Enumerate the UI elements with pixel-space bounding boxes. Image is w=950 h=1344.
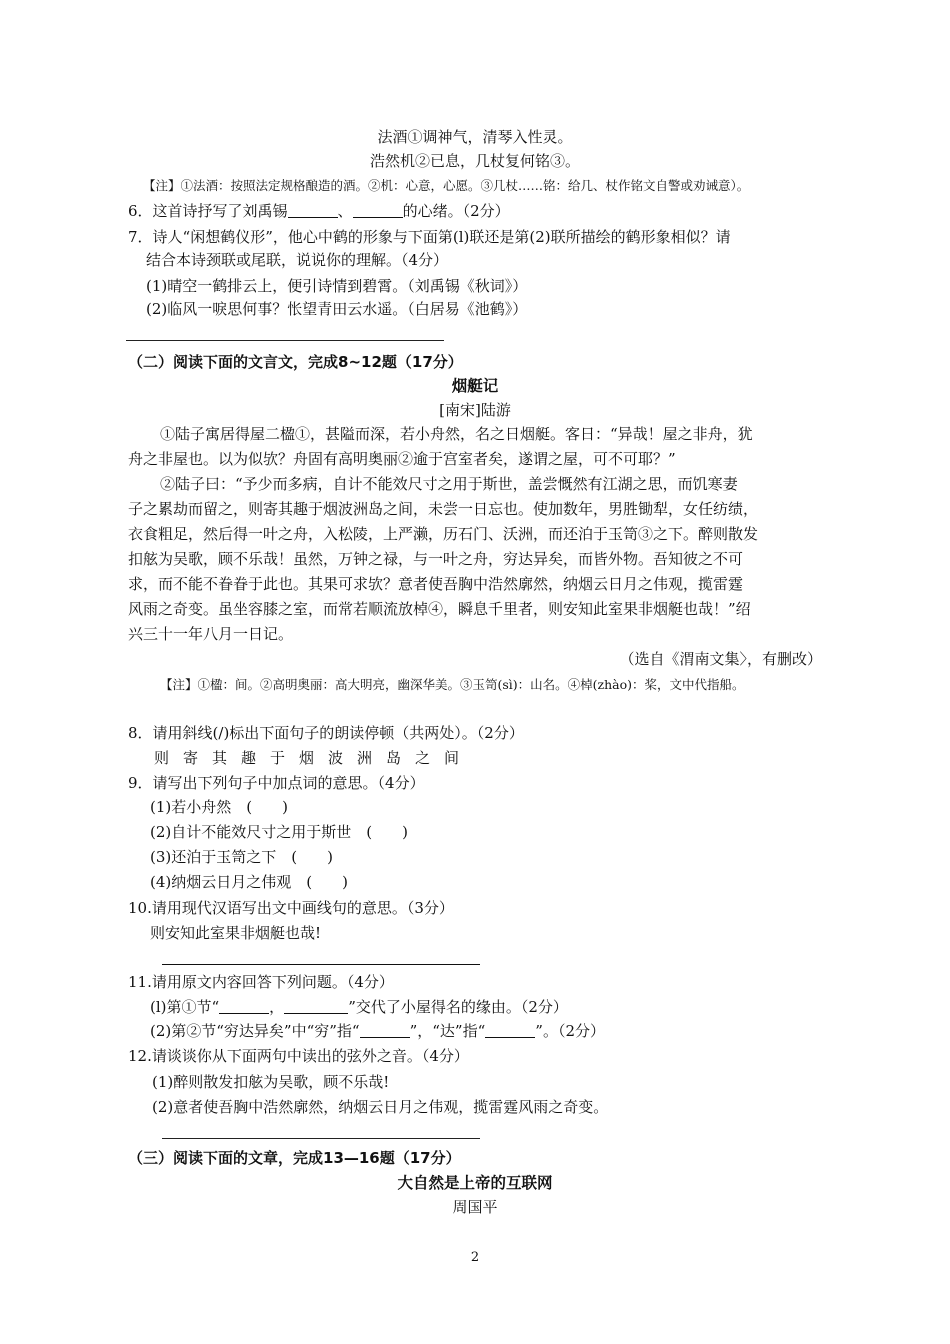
- question-10-answer-line[interactable]: [162, 964, 480, 965]
- q6-suffix: 的心绪。（2分）: [402, 202, 510, 220]
- paragraph-2-line-4: 扣舷为吴歌，顾不乐哉！虽然，万钟之禄，与一叶之舟，穷达异矣，而皆外物。吾知彼之不可: [128, 550, 744, 568]
- question-9-item-3: (3)还泊于玉笥之下 ( ): [150, 848, 333, 866]
- paragraph-2-line-7: 兴三十一年八月一日记。: [128, 625, 294, 643]
- question-12: 12.请谈谈你从下面两句中读出的弦外之音。（4分）: [128, 1047, 469, 1065]
- section-divider-2: [162, 1138, 480, 1139]
- q11-sub1-prefix: (l)第①节“: [150, 998, 220, 1016]
- paragraph-2-line-1: ②陆子曰：“予少而多病，自计不能效尺寸之用于斯世，盖尝慨然有江湖之思，而饥寒妻: [160, 475, 738, 493]
- question-12-sentence-2: (2)意者使吾胸中浩然廓然，纳烟云日月之伟观，揽雷霆风雨之奇变。: [152, 1098, 609, 1116]
- page-number: 2: [470, 1250, 480, 1265]
- article-source: （选自《渭南文集〉，有删改）: [619, 650, 822, 668]
- q6-sep: 、: [337, 202, 353, 220]
- q6-prefix: 6．这首诗抒写了刘禹锡: [128, 202, 288, 220]
- question-12-sentence-1: (1)醉则散发扣舷为吴歌，顾不乐哉!: [152, 1073, 390, 1091]
- paragraph-1-line-2: 舟之非屋也。以为似欤？舟固有高明奥丽②逾于宫室者矣，遂谓之屋，可不可耶？”: [128, 450, 676, 468]
- q11-blank-3[interactable]: [360, 1023, 410, 1038]
- paragraph-2-line-6: 风雨之奇变。虽坐容膝之室，而常若顺流放棹④，瞬息千里者，则安知此室果非烟艇也哉！”绍: [128, 600, 751, 618]
- article-note: 【注】①楹：间。②高明奥丽：高大明亮，幽深华美。③玉笥(sì)：山名。④棹(zhào)：桨，文中代指船。: [160, 677, 745, 692]
- question-11-sub-2: [150, 1021, 605, 1041]
- question-7-line-2: 结合本诗颈联或尾联，说说你的理解。（4分）: [146, 251, 449, 269]
- article-author: [南宋]陆游: [439, 401, 511, 419]
- question-10: 10.请用现代汉语写出文中画线句的意思。（3分）: [128, 899, 454, 917]
- question-7-line-1: 7．诗人“闲想鹤仪形”，他心中鹤的形象与下面第(l)联还是第(2)联所描绘的鹤形象相似？请: [128, 228, 731, 246]
- question-8-sentence: 则寄其趣于烟波洲岛之间: [154, 749, 474, 767]
- section-2-heading: （二）阅读下面的文言文，完成8~12题（17分）: [128, 353, 463, 371]
- question-9: 9．请写出下列句子中加点词的意思。（4分）: [128, 774, 425, 792]
- article-title: 烟艇记: [451, 377, 499, 395]
- paragraph-2-line-3: 衣食粗足，然后得一叶之舟，入松陵，上严濑，历石门、沃洲，而还泊于玉笥③之下。醉则散发: [128, 525, 759, 543]
- question-9-item-4: (4)纳烟云日月之伟观 ( ): [150, 873, 348, 891]
- question-11: 11.请用原文内容回答下列问题。（4分）: [128, 973, 394, 991]
- question-10-sentence: 则安知此室果非烟艇也哉!: [150, 924, 322, 942]
- q11-sub2-prefix: (2)第②节“穷达异矣”中“穷”指“: [150, 1022, 360, 1040]
- section-divider-1: [126, 340, 444, 341]
- q11-blank-2[interactable]: [284, 999, 348, 1014]
- question-7-option-2: (2)临风一唳思何事？怅望青田云水遥。（白居易《池鹤》）: [146, 300, 528, 318]
- paragraph-2-line-5: 求，而不能不眷眷于此也。其果可求欤？意者使吾胸中浩然廓然，纳烟云日月之伟观，揽雷霆: [128, 575, 744, 593]
- q6-blank-1[interactable]: [288, 203, 338, 218]
- q11-blank-4[interactable]: [485, 1023, 535, 1038]
- section-3-heading: （三）阅读下面的文章，完成13—16题（17分）: [128, 1149, 461, 1167]
- section-3-author: 周国平: [452, 1198, 498, 1216]
- paragraph-2-line-2: 子之累劫而留之，则寄其趣于烟波洲岛之间，未尝一日忘也。使加数年，男胜锄犁，女任纺绩，: [128, 500, 759, 518]
- section-3-title: 大自然是上帝的互联网: [397, 1174, 553, 1192]
- q11-blank-1[interactable]: [219, 999, 269, 1014]
- poem-line-2: 浩然机②已息，几杖复何铭③。: [369, 152, 580, 170]
- question-7-option-1: (1)晴空一鹤排云上，便引诗情到碧霄。（刘禹锡《秋词》）: [146, 277, 528, 295]
- q11-sub1-mid: ，: [269, 998, 285, 1016]
- question-9-item-2: (2)自计不能效尺寸之用于斯世 ( ): [150, 823, 408, 841]
- q11-sub1-suffix: ”交代了小屋得名的缘由。（2分）: [348, 998, 568, 1016]
- question-8: 8．请用斜线(/)标出下面句子的朗读停顿（共两处）。（2分）: [128, 724, 524, 742]
- question-11-sub-1: [150, 997, 568, 1017]
- question-6: [128, 201, 510, 221]
- question-9-item-1: (1)若小舟然 ( ): [150, 798, 288, 816]
- paragraph-1-line-1: ①陆子寓居得屋二楹①，甚隘而深，若小舟然，名之日烟艇。客日：“异哉！屋之非舟，犹: [160, 425, 753, 443]
- q11-sub2-suffix: ”。（2分）: [535, 1022, 605, 1040]
- q11-sub2-mid: ”，“达”指“: [409, 1022, 486, 1040]
- q6-blank-2[interactable]: [353, 203, 403, 218]
- poem-line-1: 法酒①调神气，清琴入性灵。: [377, 128, 573, 146]
- poem-note: 【注】①法酒：按照法定规格酿造的酒。②机：心意，心愿。③几杖……铭：给几、杖作铭文自警或劝诫意）。: [143, 178, 750, 193]
